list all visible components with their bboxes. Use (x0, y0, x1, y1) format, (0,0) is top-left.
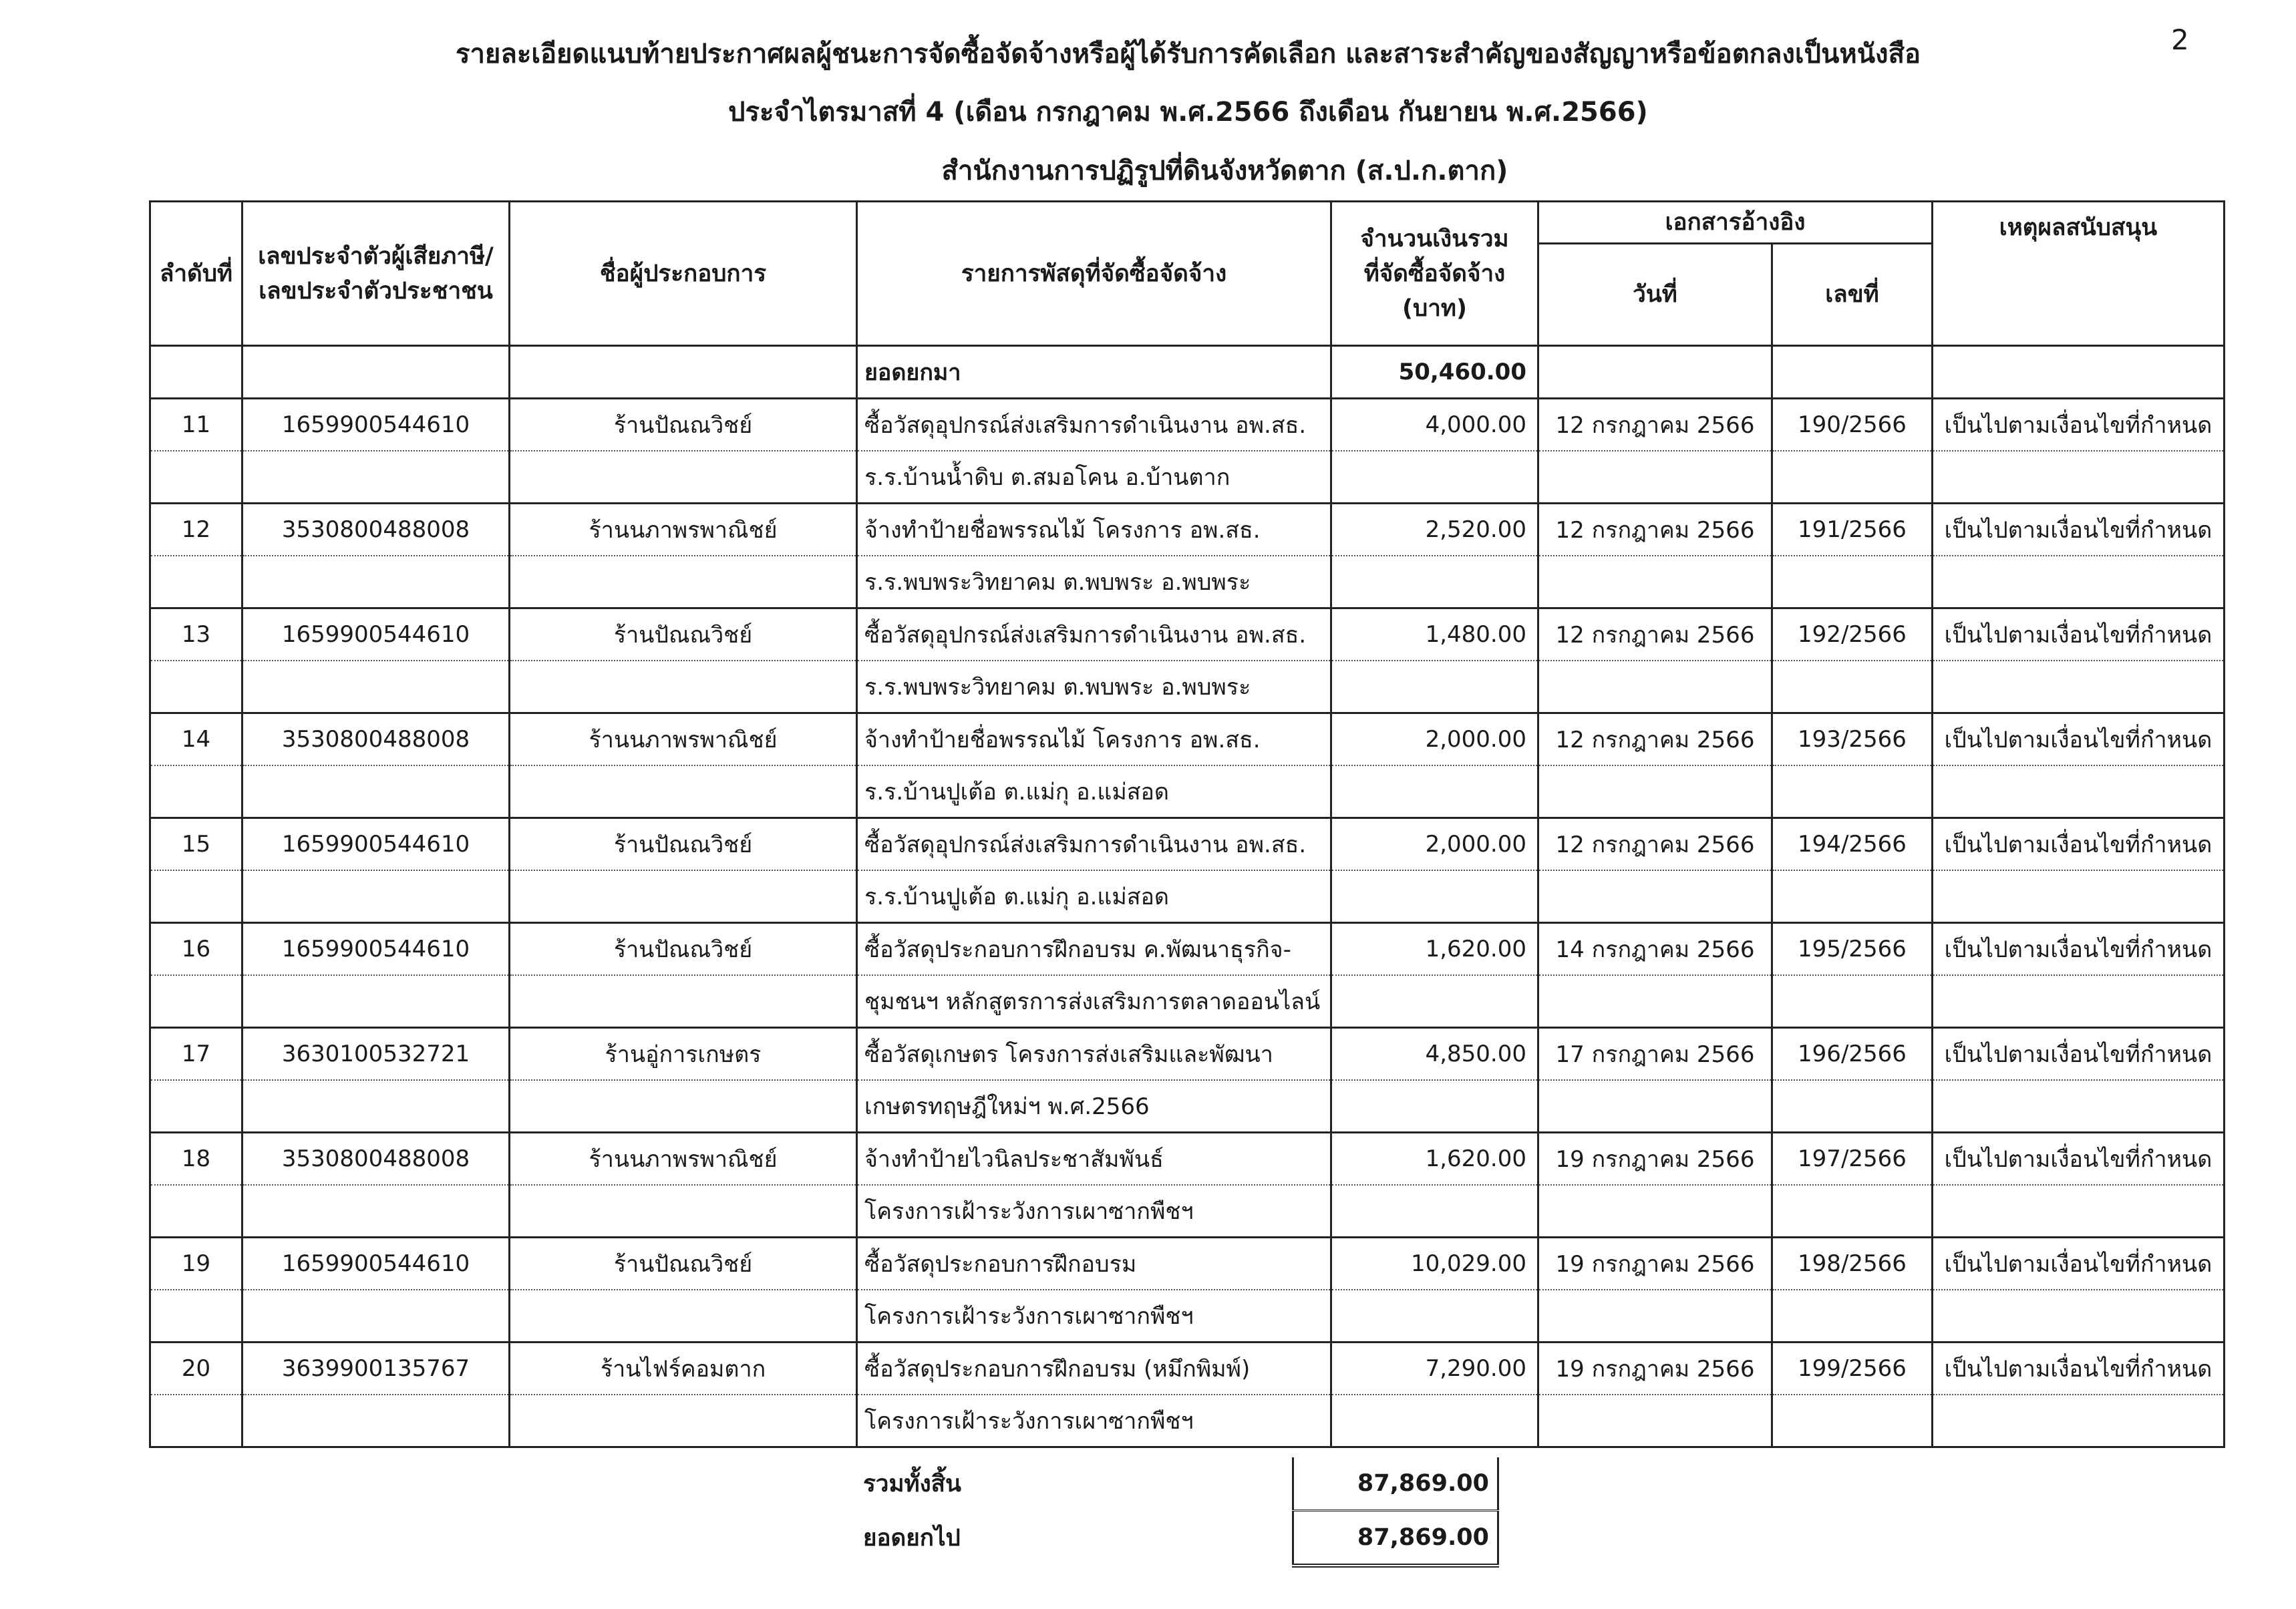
row-date: 19 กรกฎาคม 2566 (1538, 1238, 1772, 1290)
row-no: 16 (150, 923, 242, 976)
table-row-continuation (150, 661, 2225, 713)
row-item-line1: ซื้อวัสดุประกอบการฝึกอบรม ค.พัฒนาธุรกิจ- (857, 923, 1331, 976)
row-item-line2: ร.ร.บ้านน้ำดิบ ต.สมอโคน อ.บ้านตาก (857, 451, 1331, 504)
row-no: 18 (150, 1133, 242, 1186)
header-amount-line2: ที่จัดซื้อจัดจ้าง (1363, 260, 1506, 287)
row-vendor: ร้านปัณณวิชย์ (510, 399, 857, 452)
row-item-line2: ชุมชนฯ หลักสูตรการส่งเสริมการตลาดออนไลน์ (857, 975, 1331, 1028)
row-tax-id: 3630100532721 (242, 1028, 510, 1081)
row-vendor: ร้านนภาพรพาณิชย์ (510, 713, 857, 766)
brought-forward-label: ยอดยกมา (857, 346, 1331, 399)
document-subtitle-quarter: ประจำไตรมาสที่ 4 (เดือน กรกฎาคม พ.ศ.2566 ถึงเดือน กันยายน พ.ศ.2566) (728, 97, 1648, 128)
row-amount: 4,000.00 (1331, 399, 1538, 452)
row-amount: 2,520.00 (1331, 504, 1538, 556)
table-row-continuation (150, 451, 2225, 504)
row-date: 19 กรกฎาคม 2566 (1538, 1343, 1772, 1395)
header-tax-id (242, 202, 510, 346)
row-vendor: ร้านปัณณวิชย์ (510, 1238, 857, 1290)
row-no: 14 (150, 713, 242, 766)
row-no: 11 (150, 399, 242, 452)
table-row (150, 1343, 2225, 1395)
row-reason: เป็นไปตามเงื่อนไขที่กำหนด (1933, 818, 2225, 871)
row-tax-id: 3530800488008 (242, 713, 510, 766)
row-tax-id: 3530800488008 (242, 1133, 510, 1186)
header-amount-line1: จำนวนเงินรวม (1360, 225, 1509, 252)
row-tax-id: 1659900544610 (242, 818, 510, 871)
row-no: 15 (150, 818, 242, 871)
row-doc-number: 198/2566 (1772, 1238, 1933, 1290)
row-doc-number: 195/2566 (1772, 923, 1933, 976)
header-tax-id-line2: เลขประจำตัวประชาชน (259, 277, 493, 305)
row-vendor: ร้านนภาพรพาณิชย์ (510, 504, 857, 556)
header-number: เลขที่ (1772, 244, 1933, 346)
row-amount: 2,000.00 (1331, 818, 1538, 871)
row-item-line1: จ้างทำป้ายชื่อพรรณไม้ โครงการ อพ.สธ. (857, 504, 1331, 556)
row-item-line2: ร.ร.พบพระวิทยาคม ต.พบพระ อ.พบพระ (857, 556, 1331, 608)
row-no: 17 (150, 1028, 242, 1081)
row-no: 13 (150, 608, 242, 661)
row-reason: เป็นไปตามเงื่อนไขที่กำหนด (1933, 1238, 2225, 1290)
row-reason: เป็นไปตามเงื่อนไขที่กำหนด (1933, 923, 2225, 976)
grand-total-label: รวมทั้งสิ้น (863, 1471, 961, 1498)
row-item-line2: ร.ร.พบพระวิทยาคม ต.พบพระ อ.พบพระ (857, 661, 1331, 713)
header-date: วันที่ (1538, 244, 1772, 346)
row-vendor: ร้านไฟร์คอมตาก (510, 1343, 857, 1395)
table-row (150, 1028, 2225, 1081)
row-item-line1: ซื้อวัสดุเกษตร โครงการส่งเสริมและพัฒนา (857, 1028, 1331, 1081)
table-row (150, 399, 2225, 452)
row-tax-id: 3639900135767 (242, 1343, 510, 1395)
page-number: 2 (2171, 23, 2189, 56)
row-item-line1: จ้างทำป้ายชื่อพรรณไม้ โครงการ อพ.สธ. (857, 713, 1331, 766)
table-row-continuation (150, 765, 2225, 818)
row-item-line1: ซื้อวัสดุอุปกรณ์ส่งเสริมการดำเนินงาน อพ.สธ. (857, 399, 1331, 452)
header-vendor: ชื่อผู้ประกอบการ (510, 202, 857, 346)
row-tax-id: 3530800488008 (242, 504, 510, 556)
row-item-line1: ซื้อวัสดุอุปกรณ์ส่งเสริมการดำเนินงาน อพ.สธ. (857, 608, 1331, 661)
row-reason: เป็นไปตามเงื่อนไขที่กำหนด (1933, 1343, 2225, 1395)
row-amount: 1,480.00 (1331, 608, 1538, 661)
document-subtitle-office: สำนักงานการปฏิรูปที่ดินจังหวัดตาก (ส.ป.ก.ตาก) (941, 156, 1508, 186)
table-row (150, 1238, 2225, 1290)
grand-total-value: 87,869.00 (1293, 1457, 1498, 1511)
row-amount: 1,620.00 (1331, 923, 1538, 976)
row-date: 14 กรกฎาคม 2566 (1538, 923, 1772, 976)
row-doc-number: 193/2566 (1772, 713, 1933, 766)
row-item-line1: ซื้อวัสดุประกอบการฝึกอบรม (857, 1238, 1331, 1290)
carry-forward-label: ยอดยกไป (863, 1525, 961, 1552)
header-items: รายการพัสดุที่จัดซื้อจัดจ้าง (857, 202, 1331, 346)
row-no: 19 (150, 1238, 242, 1290)
table-row (150, 1133, 2225, 1186)
row-reason: เป็นไปตามเงื่อนไขที่กำหนด (1933, 608, 2225, 661)
row-no: 20 (150, 1343, 242, 1395)
table-row-continuation (150, 975, 2225, 1028)
row-doc-number: 197/2566 (1772, 1133, 1933, 1186)
row-date: 12 กรกฎาคม 2566 (1538, 608, 1772, 661)
row-vendor: ร้านปัณณวิชย์ (510, 923, 857, 976)
row-doc-number: 192/2566 (1772, 608, 1933, 661)
row-doc-number: 191/2566 (1772, 504, 1933, 556)
header-reason: เหตุผลสนับสนุน (1933, 202, 2225, 346)
row-item-line2: เกษตรทฤษฎีใหม่ฯ พ.ศ.2566 (857, 1080, 1331, 1133)
table-row (150, 713, 2225, 766)
row-item-line1: ซื้อวัสดุประกอบการฝึกอบรม (หมึกพิมพ์) (857, 1343, 1331, 1395)
row-item-line1: ซื้อวัสดุอุปกรณ์ส่งเสริมการดำเนินงาน อพ.สธ. (857, 818, 1331, 871)
row-doc-number: 196/2566 (1772, 1028, 1933, 1081)
row-reason: เป็นไปตามเงื่อนไขที่กำหนด (1933, 1028, 2225, 1081)
row-item-line1: จ้างทำป้ายไวนิลประชาสัมพันธ์ (857, 1133, 1331, 1186)
row-date: 12 กรกฎาคม 2566 (1538, 399, 1772, 452)
table-row (150, 504, 2225, 556)
row-vendor: ร้านอู่การเกษตร (510, 1028, 857, 1081)
row-amount: 2,000.00 (1331, 713, 1538, 766)
row-item-line2: ร.ร.บ้านปูเต้อ ต.แม่กุ อ.แม่สอด (857, 870, 1331, 923)
table-row-continuation (150, 1185, 2225, 1238)
row-doc-number: 190/2566 (1772, 399, 1933, 452)
row-no: 12 (150, 504, 242, 556)
row-reason: เป็นไปตามเงื่อนไขที่กำหนด (1933, 1133, 2225, 1186)
header-amount-line3: (บาท) (1402, 295, 1467, 322)
row-item-line2: โครงการเฝ้าระวังการเผาซากพืชฯ (857, 1185, 1331, 1238)
row-amount: 10,029.00 (1331, 1238, 1538, 1290)
brought-forward-row (150, 346, 2225, 399)
row-vendor: ร้านนภาพรพาณิชย์ (510, 1133, 857, 1186)
procurement-table (149, 200, 2225, 1448)
table-row-continuation (150, 1395, 2225, 1447)
row-item-line2: โครงการเฝ้าระวังการเผาซากพืชฯ (857, 1290, 1331, 1343)
row-tax-id: 1659900544610 (242, 608, 510, 661)
row-vendor: ร้านปัณณวิชย์ (510, 608, 857, 661)
row-doc-number: 194/2566 (1772, 818, 1933, 871)
table-row (150, 923, 2225, 976)
row-date: 12 กรกฎาคม 2566 (1538, 504, 1772, 556)
row-date: 12 กรกฎาคม 2566 (1538, 818, 1772, 871)
row-date: 19 กรกฎาคม 2566 (1538, 1133, 1772, 1186)
table-row-continuation (150, 1080, 2225, 1133)
row-date: 12 กรกฎาคม 2566 (1538, 713, 1772, 766)
row-reason: เป็นไปตามเงื่อนไขที่กำหนด (1933, 504, 2225, 556)
row-item-line2: โครงการเฝ้าระวังการเผาซากพืชฯ (857, 1395, 1331, 1447)
totals-block (855, 1457, 1499, 1568)
header-ref-doc: เอกสารอ้างอิง (1538, 202, 1933, 244)
row-date: 17 กรกฎาคม 2566 (1538, 1028, 1772, 1081)
row-item-line2: ร.ร.บ้านปูเต้อ ต.แม่กุ อ.แม่สอด (857, 765, 1331, 818)
table-row (150, 818, 2225, 871)
header-amount (1331, 202, 1538, 346)
header-tax-id-line1: เลขประจำตัวผู้เสียภาษี/ (258, 242, 494, 270)
row-tax-id: 1659900544610 (242, 399, 510, 452)
header-no: ลำดับที่ (150, 202, 242, 346)
row-amount: 4,850.00 (1331, 1028, 1538, 1081)
row-doc-number: 199/2566 (1772, 1343, 1933, 1395)
row-vendor: ร้านปัณณวิชย์ (510, 818, 857, 871)
row-amount: 7,290.00 (1331, 1343, 1538, 1395)
carry-forward-value: 87,869.00 (1293, 1511, 1498, 1566)
row-tax-id: 1659900544610 (242, 923, 510, 976)
table-row-continuation (150, 870, 2225, 923)
table-row-continuation (150, 1290, 2225, 1343)
row-amount: 1,620.00 (1331, 1133, 1538, 1186)
table-row (150, 608, 2225, 661)
row-reason: เป็นไปตามเงื่อนไขที่กำหนด (1933, 399, 2225, 452)
table-row-continuation (150, 556, 2225, 608)
document-title: รายละเอียดแนบท้ายประกาศผลผู้ชนะการจัดซื้อจัดจ้างหรือผู้ได้รับการคัดเลือก และสาระสำคัญของสัญญาหรือข้อตกลงเป็นหนังสือ (455, 39, 1921, 69)
row-reason: เป็นไปตามเงื่อนไขที่กำหนด (1933, 713, 2225, 766)
row-tax-id: 1659900544610 (242, 1238, 510, 1290)
brought-forward-amount: 50,460.00 (1331, 346, 1538, 399)
